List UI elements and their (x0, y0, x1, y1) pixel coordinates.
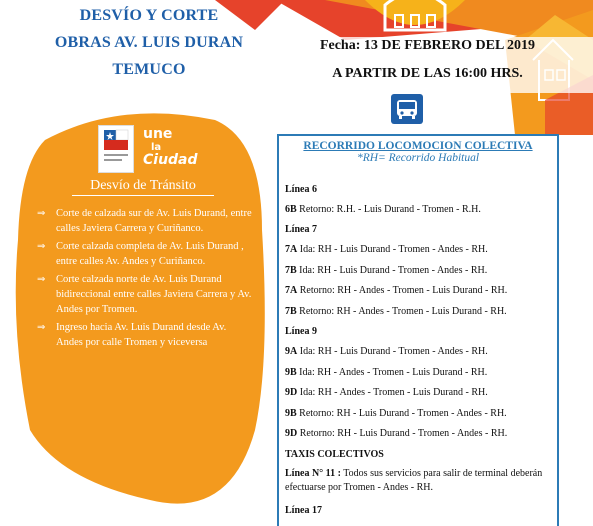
logo-une-text: une (143, 126, 173, 142)
route-code: 9A (285, 346, 298, 357)
route-text: Retorno: RH - Andes - Tromen - Luis Durand - RH. (296, 306, 507, 317)
list-item-text: Corte calzada norte de Av. Luis Durand bidireccional entre calles Javiera Carrera y Av. Andes por Tromen. (56, 274, 252, 315)
route-row (285, 346, 557, 357)
route-text: Ida: RH - Luis Durand - Tromen - Andes - RH. (297, 244, 488, 255)
route-code: 9B (285, 408, 297, 419)
route-code: 7A (285, 285, 298, 296)
route-code: 9B (285, 367, 297, 378)
route-code: 7B (285, 265, 297, 276)
fecha-panel (262, 37, 593, 93)
list-item (34, 272, 252, 317)
route-row (285, 367, 557, 378)
desvio-title: Desvío de Tránsito (58, 178, 228, 194)
route-row (285, 204, 557, 215)
route-code: Línea 9 (285, 326, 317, 337)
une-la-ciudad-logo (143, 128, 198, 167)
route-code: 7A (285, 244, 298, 255)
taxi-row (285, 467, 551, 495)
line-17-heading (285, 505, 557, 516)
title-line-3: TEMUCO (112, 61, 186, 78)
arrow-icon: ⇒ (37, 241, 46, 252)
route-text: Retorno: RH - Luis Durand - Tromen - Andes - RH. (296, 408, 507, 419)
government-logo (98, 125, 134, 173)
route-text: Ida: RH - Luis Durand - Tromen - Andes - RH. (296, 265, 488, 276)
route-code: TAXIS COLECTIVOS (285, 449, 384, 460)
route-text: Ida: RH - Andes - Tromen - Luis Durand - RH. (296, 367, 488, 378)
list-item (34, 239, 252, 269)
route-text: Ida: RH - Andes - Tromen - Luis Durand - RH. (297, 387, 488, 398)
arrow-icon: ⇒ (37, 274, 46, 285)
route-row (285, 306, 557, 317)
bus-icon (391, 94, 423, 124)
line-9-heading (285, 326, 557, 337)
route-text: Retorno: R.H. - Luis Durand - Tromen - R.H. (296, 204, 481, 215)
route-code: 9D (285, 387, 298, 398)
route-code: 9D (285, 428, 298, 439)
route-row (285, 244, 557, 255)
title-line-2: OBRAS AV. LUIS DURAN (54, 34, 244, 51)
line-6-heading (285, 184, 557, 195)
list-item (34, 320, 252, 350)
route-row (285, 428, 557, 439)
list-item-text: Corte de calzada sur de Av. Luis Durand, entre calles Javiera Carrera y Curiñanco. (56, 208, 252, 234)
route-text: Retorno: RH - Andes - Tromen - Luis Durand - RH. (297, 285, 508, 296)
list-item-text: Ingreso hacia Av. Luis Durand desde Av. Andes por calle Tromen y viceversa (56, 322, 227, 348)
recorrido-subheading: *RH= Recorrido Habitual (356, 152, 480, 164)
route-code: 7B (285, 306, 297, 317)
title-line-1: DESVÍO Y CORTE (79, 7, 219, 24)
desvio-list (34, 206, 252, 353)
recorrido-panel (277, 134, 559, 526)
route-text: Ida: RH - Luis Durand - Tromen - Andes - RH. (297, 346, 488, 357)
logo-la-text: la (151, 142, 162, 153)
route-row (285, 285, 557, 296)
route-text: Todos sus servicios para salir de terminal deberán efectuarse por Tromen - Andes - RH. (285, 468, 543, 493)
line-7-heading (285, 224, 557, 235)
route-text: Retorno: RH - Luis Durand - Tromen - Andes - RH. (297, 428, 508, 439)
route-row (285, 408, 557, 419)
list-item-text: Corte calzada completa de Av. Luis Durand , entre calles Av. Andes y Curiñanco. (56, 241, 244, 267)
route-row (285, 265, 557, 276)
fecha-time: A PARTIR DE LAS 16:00 HRS. (332, 66, 523, 81)
recorrido-heading: RECORRIDO LOCOMOCION COLECTIVA (303, 140, 533, 152)
route-code: Línea 6 (285, 184, 317, 195)
route-code: 6B (285, 204, 297, 215)
arrow-icon: ⇒ (37, 208, 46, 219)
route-code: Línea N° 11 : (285, 468, 341, 479)
arrow-icon: ⇒ (37, 322, 46, 333)
logo-ciudad-text: Ciudad (143, 152, 198, 168)
route-code: Línea 7 (285, 224, 317, 235)
route-row (285, 387, 557, 398)
list-item (34, 206, 252, 236)
route-code: Línea 17 (285, 505, 322, 516)
fecha-date: Fecha: 13 DE FEBRERO DEL 2019 (319, 38, 536, 53)
taxis-heading (285, 449, 557, 460)
